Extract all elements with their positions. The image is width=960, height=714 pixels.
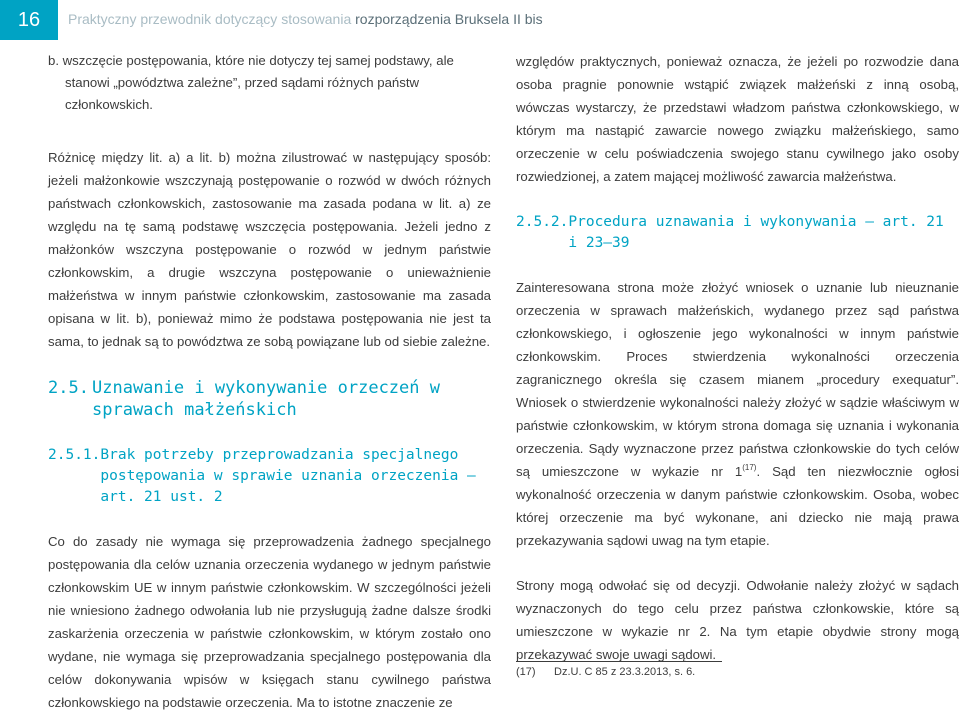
paragraph-text-after-footnote: . Sąd ten niezwłocznie ogłosi wykonalność orzeczenia w danym państwie członkowskim. Osoba, wobec której orzeczenie ma być wykonane, ani dziecko nie mają prawa przekazywania sądowi uwag na tym etapie. bbox=[516, 464, 959, 548]
paragraph-text-before-footnote: Zainteresowana strona może złożyć wniosek o uznanie lub nieuznanie orzeczenia w sprawach małżeńskich, wydanego przez sąd państwa członkowskiego, i ogłoszenie jego wykonalności w innym państwie członkowskim. Proces stwierdzenia wykonalności orzeczenia zagranicznego określa się czasem mianem „procedury exequatur”. Wniosek o stwierdzenie wykonalności należy złożyć w sądzie właściwym w państwie członkowskim, w którym strona domaga się uznania i wykonania orzeczenia. Sądy wyznaczone przez państwa członkowskie do tych celów są umieszczone w wykazie nr 1 bbox=[516, 280, 959, 479]
paragraph-no-special-procedure: Co do zasady nie wymaga się przeprowadzenia żadnego specjalnego postępowania dla celów uznania orzeczenia wydanego w jednym państwie członkowskim UE w innym państwie członkowskim. W szczególności jeżeli nie wniesiono żadnego odwołania lub nie przysługują żadne dalsze środki zaskarżenia orzeczenia w państwie członkowskim, w którym zostało ono wydane, nie wymaga się przeprowadzania specjalnego postępowania dla celów dokonywania wpisów w księgach stanu cywilnego państwa członkowskiego na podstawie orzeczenia. Ma to istotne znaczenie ze bbox=[48, 534, 491, 710]
page-number-badge bbox=[0, 0, 58, 40]
right-column bbox=[516, 50, 959, 666]
footnote-divider bbox=[516, 661, 722, 662]
subsection-number: 2.5.1. bbox=[48, 447, 101, 463]
header-title-prefix: Praktyczny przewodnik dotyczący stosowania bbox=[68, 11, 356, 27]
subsection-title: Procedura uznawania i wykonywania — art. 21 i 23—39 bbox=[568, 214, 944, 251]
paragraph-difference: Różnicę między lit. a) a lit. b) można zilustrować w następujący sposób: jeżeli małżonkowie wszczynają postępowanie o rozwód w dwóch różnych państwach członkowskich, zastosowanie ma zasada podana w lit. a) ze względu na tę samą podstawę wszczęcia postępowania. Jeżeli jedno z małżonków wszczyna postępowanie o rozwód w jednym państwie członkowskim, a drugie wszczyna postępowanie o unieważnienie małżeństwa w innym państwie członkowskim, zastosowanie ma zasada opisana w lit. b), ponieważ mimo że podstawa postępowania nie jest ta sama, to jednak są to powództwa ze sobą powiązane lub od siebie zależne. bbox=[48, 150, 491, 349]
page-number: 16 bbox=[17, 8, 41, 31]
section-title: Uznawanie i wykonywanie orzeczeń w sprawach małżeńskich bbox=[92, 378, 440, 420]
running-header bbox=[68, 11, 543, 27]
subsection-heading-2-5-2 bbox=[516, 212, 959, 254]
subsection-number: 2.5.2. bbox=[516, 214, 569, 230]
left-column bbox=[48, 50, 491, 714]
header-title-highlight: rozporządzenia Bruksela II bis bbox=[355, 11, 543, 27]
footnote bbox=[516, 666, 695, 678]
paragraph-practical-reasons: względów praktycznych, ponieważ oznacza, że jeżeli po rozwodzie dana osoba pragnie ponownie wstąpić związek małżeński z inną osobą, wówczas wystarczy, że przedstawi władzom państwa członkowskiego, w którym ma nastąpić zawarcie nowego związku małżeńskiego, samo orzeczenie w celu poświadczenia swojego stanu cywilnego jako osoby rozwiedzionej, a zatem mającej możliwość zawarcia małżeństwa. bbox=[516, 54, 959, 184]
section-heading-2-5 bbox=[48, 377, 491, 421]
subsection-heading-2-5-1 bbox=[48, 445, 491, 508]
footnote-number: (17) bbox=[516, 666, 536, 678]
subsection-title: Brak potrzeby przeprowadzania specjalnego postępowania w sprawie uznania orzeczenia — art. 21 ust. 2 bbox=[100, 447, 476, 505]
section-number: 2.5. bbox=[48, 378, 89, 398]
paragraph-appeal: Strony mogą odwołać się od decyzji. Odwołanie należy złożyć w sądach wyznaczonych do tego celu przez państwa członkowskie, które są umieszczone w wykazie nr 2. Na tym etapie obydwie strony mogą przekazywać swoje uwagi sądowi. bbox=[516, 578, 959, 662]
list-item-b: b. wszczęcie postępowania, które nie dotyczy tej samej podstawy, ale stanowi „powództwa zależne”, przed sądami różnych państw członkowskich. bbox=[48, 53, 454, 112]
paragraph-recognition-procedure bbox=[516, 276, 959, 552]
footnote-ref[interactable]: (17) bbox=[742, 463, 757, 472]
footnote-text: Dz.U. C 85 z 23.3.2013, s. 6. bbox=[554, 666, 696, 678]
